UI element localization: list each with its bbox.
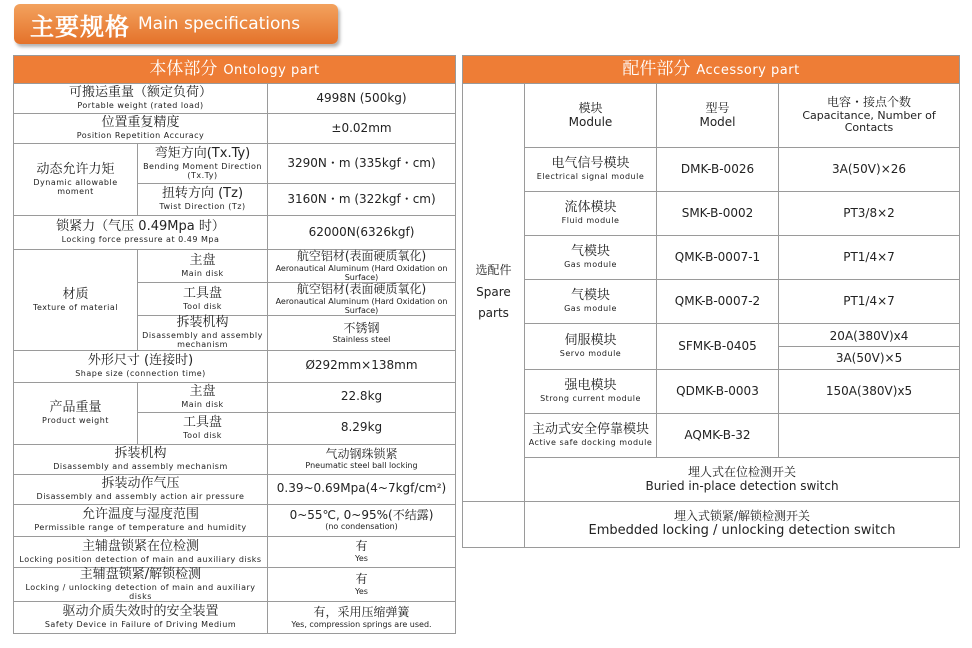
module-row: 伺服模块 Servo module SFMK-B-0405 20A(380V)x4 3A(50V)×5 xyxy=(463,324,960,370)
buried-switch-row: 埋人式在位检测开关 Buried in-place detection switch xyxy=(463,458,960,502)
spec-row-locking: 锁紧力（气压 0.49Mpa 时） Locking force pressure at 0.49 Mpa 62000N(6326kgf) xyxy=(14,216,456,250)
spec-row-payload: 可搬运重量（额定负荷） Portable weight (rated load) 4998N (500kg) xyxy=(14,84,456,114)
module-row: 流体模块 Fluid module SMK-B-0002 PT3/8×2 xyxy=(463,192,960,236)
spec-row-material-main: 材质 Texture of material 主盘 Main disk 航空铝材(表面硬质氧化) Aeronautical Aluminum (Hard Oxidation on Surface) xyxy=(14,250,456,283)
spec-row-temp: 允许温度与湿度范围 Permissible range of temperature and humidity 0~55℃, 0~95%(不结露) (no condensation) xyxy=(14,504,456,536)
spec-row-size: 外形尺寸 (连接时) Shape size (connection time) Ø292mm×138mm xyxy=(14,350,456,382)
module-row: 气模块 Gas module QMK-B-0007-2 PT1/4×7 xyxy=(463,280,960,324)
accessory-spec-table xyxy=(462,55,960,548)
spec-row-weight-tool: 工具盘 Tool disk 8.29kg xyxy=(14,412,456,444)
spec-row-material-mech: 拆装机构 Disassembly and assembly mechanism 不锈钢 Stainless steel xyxy=(14,316,456,350)
module-row: 强电模块 Strong current module QDMK-B-0003 150A(380V)x5 xyxy=(463,370,960,414)
accessory-header: 配件部分 Accessory part xyxy=(463,56,960,84)
banner-title-zh: 主要规格 xyxy=(30,12,130,41)
embedded-switch-row: 埋入式锁紧/解锁检测开关 Embedded locking / unlocking detection switch xyxy=(463,502,960,548)
spec-row-weight-main: 产品重量 Product weight 主盘 Main disk 22.8kg xyxy=(14,382,456,412)
spec-row-repeat: 位置重复精度 Position Repetition Accuracy ±0.02mm xyxy=(14,114,456,144)
spec-row-detect1: 主辅盘锁紧在位检测 Locking position detection of main and auxiliary disks 有 Yes xyxy=(14,536,456,567)
module-row: 气模块 Gas module QMK-B-0007-1 PT1/4×7 xyxy=(463,236,960,280)
module-row: 电气信号模块 Electrical signal module DMK-B-0026 3A(50V)×26 xyxy=(463,148,960,192)
section-banner xyxy=(14,4,338,44)
accessory-column-headers: 选配件 Spare parts 模块 Module 型号 Model 电容・接点个数 Capacitance, Number of Contacts xyxy=(463,84,960,148)
banner-title-en: Main specifications xyxy=(138,14,301,34)
spec-row-twist: 扭转方向 (Tz) Twist Direction (Tz) 3160N・m (322kgf・cm) xyxy=(14,184,456,216)
spec-row-material-tool: 工具盘 Tool disk 航空铝材(表面硬质氧化) Aeronautical Aluminum (Hard Oxidation on Surface) xyxy=(14,283,456,316)
spec-row-mechanism: 拆装机构 Disassembly and assembly mechanism 气动钢珠锁紧 Pneumatic steel ball locking xyxy=(14,444,456,474)
spare-parts-label: 选配件 Spare parts xyxy=(463,84,525,502)
module-row: 主动式安全停靠模块 Active safe docking module AQMK-B-32 xyxy=(463,414,960,458)
spec-row-pressure: 拆装动作气压 Disassembly and assembly action air pressure 0.39~0.69Mpa(4~7kgf/cm²) xyxy=(14,474,456,504)
spec-row-safety: 驱动介质失效时的安全装置 Safety Device in Failure of Driving Medium 有，采用压缩弹簧 Yes, compression springs are used. xyxy=(14,601,456,633)
spec-row-detect2: 主辅盘锁紧/解锁检测 Locking / unlocking detection of main and auxiliary disks 有 Yes xyxy=(14,567,456,601)
ontology-spec-table xyxy=(13,55,456,634)
ontology-header: 本体部分 Ontology part xyxy=(14,56,456,84)
spec-row-bending: 动态允许力矩 Dynamic allowable moment 弯矩方向(Tx.Ty) Bending Moment Direction (Tx.Ty) 3290N・m (335kgf・cm) xyxy=(14,144,456,184)
